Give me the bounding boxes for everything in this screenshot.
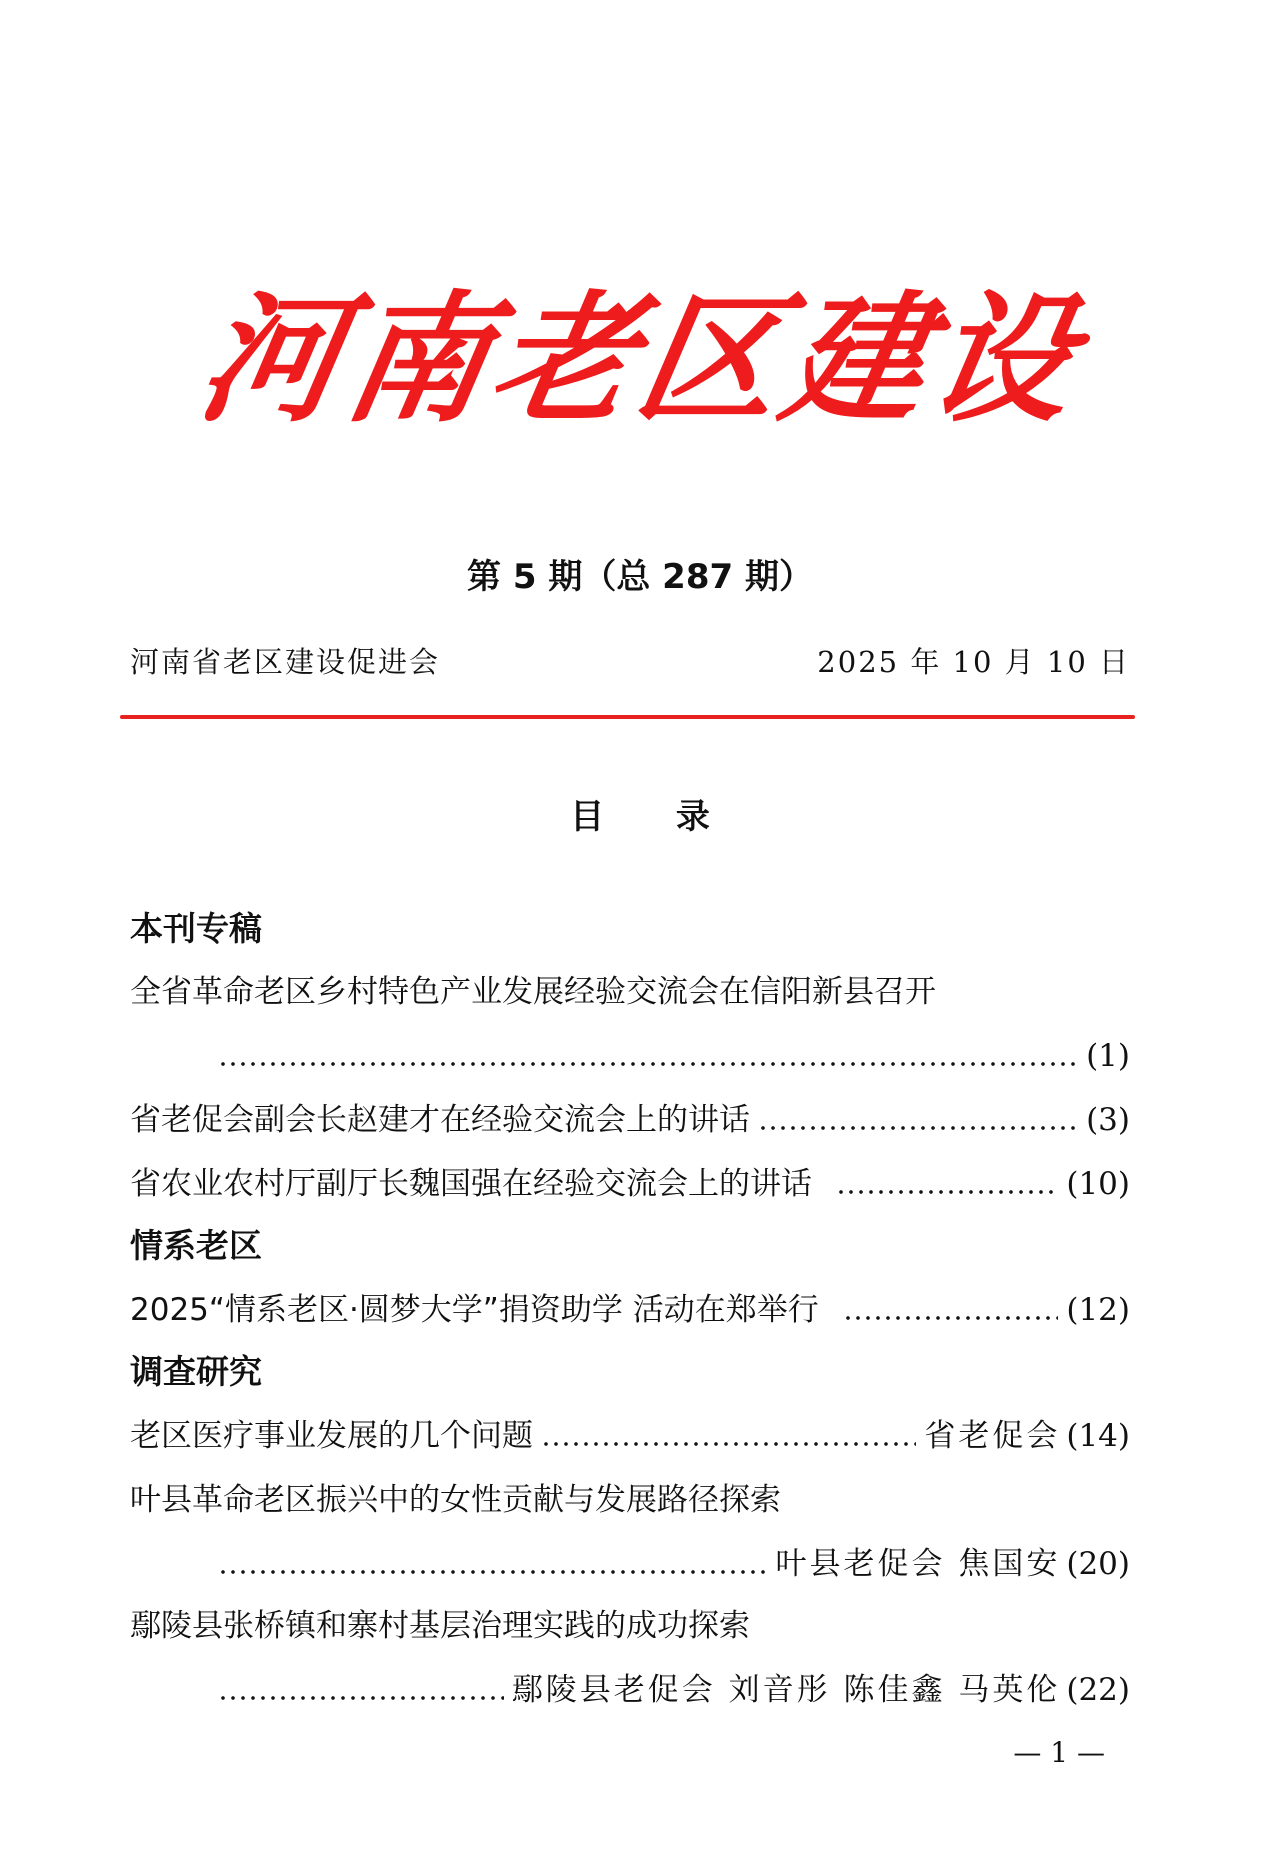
section-heading: 调查研究	[130, 1352, 262, 1391]
toc-entry-title[interactable]: 鄢陵县张桥镇和寨村基层治理实践的成功探索	[130, 1608, 750, 1644]
toc-entry-title: 省农业农村厅副厅长魏国强在经验交流会上的讲话	[130, 1166, 812, 1202]
author: 叶县老促会 焦国安	[775, 1546, 1061, 1582]
section-heading: 本刊专稿	[130, 909, 262, 948]
toc-entry-title: 省老促会副会长赵建才在经验交流会上的讲话	[130, 1102, 750, 1138]
page-footer-number: — 1 —	[1013, 1736, 1105, 1769]
leader-dots	[758, 1126, 1078, 1130]
page-number: (3)	[1086, 1102, 1130, 1138]
page-number: (14)	[1066, 1418, 1130, 1454]
publisher-org: 河南省老区建设促进会	[130, 645, 441, 679]
leader-dots	[541, 1442, 916, 1446]
page-number: (22)	[1066, 1672, 1130, 1708]
issue-number: 第 5 期（总 287 期）	[467, 557, 813, 597]
leader-dots	[218, 1062, 1078, 1066]
toc-entry-row[interactable]	[210, 1032, 1130, 1080]
publish-date: 2025 年 10 月 10 日	[817, 645, 1130, 679]
author: 鄢陵县老促会 刘音彤 陈佳鑫 马英伦	[511, 1672, 1061, 1708]
leader-dots	[843, 1316, 1059, 1320]
toc-entry-title: 2025“情系老区·圆梦大学”捐资助学 活动在郑举行	[130, 1292, 819, 1328]
masthead-title: 河南老区建设	[187, 278, 1093, 442]
toc-entry-row[interactable]	[210, 1540, 1130, 1588]
header-divider	[120, 715, 1135, 719]
toc-entry-row[interactable]	[130, 1286, 1130, 1334]
toc-entry-title[interactable]: 全省革命老区乡村特色产业发展经验交流会在信阳新县召开	[130, 974, 936, 1010]
leader-dots	[836, 1190, 1058, 1194]
toc-entry-row[interactable]	[130, 1412, 1130, 1460]
section-heading: 情系老区	[130, 1226, 262, 1265]
toc-entry-row[interactable]	[130, 1160, 1130, 1208]
leader-dots	[218, 1696, 504, 1700]
toc-entry-row[interactable]	[210, 1666, 1130, 1714]
toc-entry-title: 老区医疗事业发展的几个问题	[130, 1418, 533, 1454]
page-number: (20)	[1066, 1546, 1130, 1582]
author: 省老促会	[924, 1418, 1061, 1454]
page-number: (12)	[1066, 1292, 1130, 1328]
toc-entry-row[interactable]	[130, 1096, 1130, 1144]
page-number: (10)	[1066, 1166, 1130, 1202]
toc-entry-title[interactable]: 叶县革命老区振兴中的女性贡献与发展路径探索	[130, 1482, 781, 1518]
toc-title: 目 录	[570, 797, 710, 837]
leader-dots	[218, 1570, 768, 1574]
page-number: (1)	[1086, 1038, 1130, 1074]
